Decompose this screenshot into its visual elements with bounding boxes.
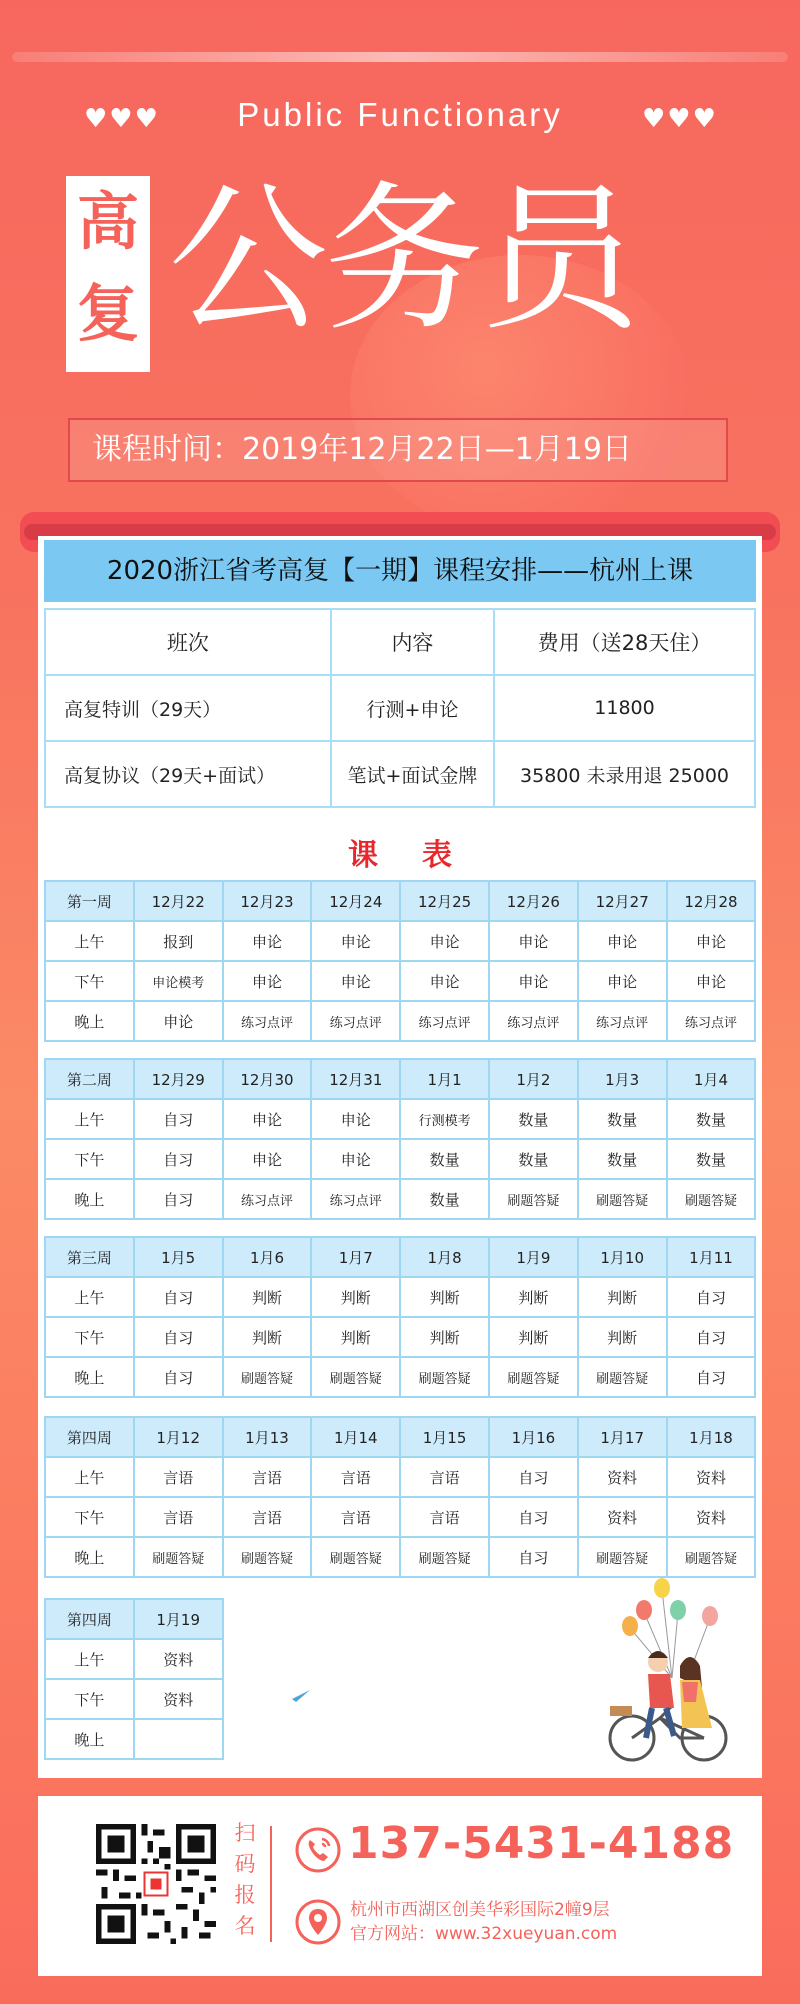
main-title: 公务员 (168, 166, 637, 353)
table-cell: 判断 (489, 1277, 578, 1317)
week-5-table (44, 1598, 224, 1760)
week-header-row (45, 1417, 755, 1457)
table-row (45, 921, 755, 961)
table-cell: 高复特训（29天） (45, 675, 331, 741)
table-cell (134, 1719, 223, 1759)
table-cell: 11800 (494, 675, 755, 741)
top-decor-line (12, 52, 788, 62)
table-row (45, 675, 755, 741)
period-label: 晚上 (45, 1537, 134, 1577)
date-cell: 1月13 (223, 1417, 312, 1457)
table-cell: 刷题答疑 (578, 1357, 667, 1397)
schedule-title: 2020浙江省考高复【一期】课程安排——杭州上课 (44, 540, 756, 602)
week-label: 第四周 (45, 1417, 134, 1457)
date-cell: 1月18 (667, 1417, 756, 1457)
address-block (350, 1898, 617, 1946)
hearts-right-icon: ♥♥♥ (642, 104, 718, 134)
table-row (45, 1719, 223, 1759)
contact-footer (38, 1796, 762, 1976)
table-cell: 自习 (134, 1179, 223, 1219)
table-cell: 申论 (400, 961, 489, 1001)
table-cell: 判断 (489, 1317, 578, 1357)
gaofu-badge (66, 176, 150, 372)
table-cell: 刷题答疑 (223, 1357, 312, 1397)
date-cell: 12月22 (134, 881, 223, 921)
table-cell: 练习点评 (400, 1001, 489, 1041)
table-cell: 自习 (667, 1317, 756, 1357)
week-2-table (44, 1058, 756, 1220)
table-cell: 练习点评 (667, 1001, 756, 1041)
table-cell: 判断 (223, 1277, 312, 1317)
phone-icon (294, 1826, 342, 1874)
badge-char-fu: 复 (76, 277, 139, 350)
period-label: 下午 (45, 1679, 134, 1719)
table-cell: 资料 (578, 1457, 667, 1497)
date-cell: 1月2 (489, 1059, 578, 1099)
table-row (45, 1179, 755, 1219)
period-label: 上午 (45, 1277, 134, 1317)
table-cell: 申论 (311, 921, 400, 961)
table-cell: 言语 (223, 1457, 312, 1497)
period-label: 晚上 (45, 1179, 134, 1219)
table-cell: 数量 (489, 1139, 578, 1179)
paper-plane-icon (282, 1690, 310, 1704)
table-cell: 练习点评 (223, 1001, 312, 1041)
table-cell: 练习点评 (223, 1179, 312, 1219)
table-cell: 自习 (134, 1139, 223, 1179)
date-cell: 1月5 (134, 1237, 223, 1277)
table-cell: 练习点评 (311, 1179, 400, 1219)
table-cell: 资料 (578, 1497, 667, 1537)
table-cell: 申论 (578, 961, 667, 1001)
table-cell: 自习 (489, 1457, 578, 1497)
period-label: 下午 (45, 1139, 134, 1179)
table-cell: 数量 (667, 1099, 756, 1139)
timetable-title: 课表 (348, 838, 496, 873)
date-cell: 12月31 (311, 1059, 400, 1099)
table-cell: 言语 (311, 1457, 400, 1497)
date-cell: 12月24 (311, 881, 400, 921)
qr-code-icon[interactable] (96, 1824, 216, 1944)
week-label: 第一周 (45, 881, 134, 921)
scan-char: 扫 (234, 1821, 256, 1845)
table-cell: 判断 (400, 1277, 489, 1317)
table-cell: 自习 (489, 1537, 578, 1577)
date-cell: 1月14 (311, 1417, 400, 1457)
col-content: 内容 (331, 609, 494, 675)
date-cell: 1月19 (134, 1599, 223, 1639)
table-row (45, 1317, 755, 1357)
schedule-card (38, 536, 762, 1778)
week-3-table (44, 1236, 756, 1398)
table-row (45, 1537, 755, 1577)
badge-char-gao: 高 (76, 185, 139, 258)
table-row (45, 1099, 755, 1139)
table-cell: 判断 (578, 1317, 667, 1357)
address-text: 杭州市西湖区创美华彩国际2幢9层 (350, 1900, 610, 1920)
table-cell: 报到 (134, 921, 223, 961)
table-cell: 申论 (400, 921, 489, 961)
table-cell: 刷题答疑 (489, 1357, 578, 1397)
scan-char: 报 (234, 1883, 256, 1907)
table-row (45, 1277, 755, 1317)
table-cell: 练习点评 (578, 1001, 667, 1041)
location-pin-icon (294, 1898, 342, 1946)
table-cell: 行测模考 (400, 1099, 489, 1139)
table-cell: 自习 (134, 1317, 223, 1357)
table-cell: 申论 (311, 961, 400, 1001)
table-cell: 申论模考 (134, 961, 223, 1001)
date-cell: 1月12 (134, 1417, 223, 1457)
table-cell: 申论 (578, 921, 667, 961)
table-cell: 申论 (223, 1099, 312, 1139)
table-cell: 刷题答疑 (134, 1537, 223, 1577)
date-cell: 1月16 (489, 1417, 578, 1457)
period-label: 上午 (45, 1099, 134, 1139)
divider (270, 1826, 272, 1942)
english-title: Public Functionary (237, 96, 563, 133)
table-cell: 刷题答疑 (578, 1179, 667, 1219)
table-cell: 申论 (489, 961, 578, 1001)
table-cell: 判断 (311, 1317, 400, 1357)
date-cell: 1月9 (489, 1237, 578, 1277)
table-cell: 言语 (400, 1497, 489, 1537)
period-label: 晚上 (45, 1001, 134, 1041)
table-cell: 数量 (578, 1139, 667, 1179)
table-cell: 刷题答疑 (311, 1537, 400, 1577)
table-row (45, 1357, 755, 1397)
table-cell: 行测+申论 (331, 675, 494, 741)
table-cell: 言语 (311, 1497, 400, 1537)
table-row (45, 1139, 755, 1179)
fee-table-header (45, 609, 755, 675)
table-cell: 数量 (578, 1099, 667, 1139)
table-cell: 申论 (489, 921, 578, 961)
table-cell: 刷题答疑 (400, 1537, 489, 1577)
week-1-table (44, 880, 756, 1042)
date-cell: 12月25 (400, 881, 489, 921)
table-cell: 资料 (134, 1679, 223, 1719)
period-label: 下午 (45, 961, 134, 1001)
col-fee: 费用（送28天住） (494, 609, 755, 675)
table-row (45, 1639, 223, 1679)
date-cell: 1月3 (578, 1059, 667, 1099)
week-header-row (45, 881, 755, 921)
date-cell: 1月10 (578, 1237, 667, 1277)
scan-char: 名 (234, 1914, 256, 1938)
table-row (45, 1497, 755, 1537)
table-cell: 自习 (134, 1099, 223, 1139)
period-label: 下午 (45, 1317, 134, 1357)
table-cell: 刷题答疑 (489, 1179, 578, 1219)
period-label: 上午 (45, 1639, 134, 1679)
table-cell: 申论 (134, 1001, 223, 1041)
table-cell: 申论 (667, 921, 756, 961)
table-cell: 资料 (667, 1457, 756, 1497)
table-cell: 自习 (134, 1277, 223, 1317)
week-header-row (45, 1599, 223, 1639)
table-cell: 判断 (311, 1277, 400, 1317)
table-cell: 资料 (667, 1497, 756, 1537)
date-cell: 12月29 (134, 1059, 223, 1099)
week-header-row (45, 1237, 755, 1277)
table-cell: 申论 (311, 1099, 400, 1139)
date-cell: 1月15 (400, 1417, 489, 1457)
table-row (45, 1457, 755, 1497)
date-cell: 12月30 (223, 1059, 312, 1099)
week-label: 第二周 (45, 1059, 134, 1099)
table-cell: 刷题答疑 (578, 1537, 667, 1577)
table-cell: 申论 (223, 961, 312, 1001)
table-cell: 判断 (223, 1317, 312, 1357)
phone-number-link[interactable]: 137-5431-4188 (348, 1818, 735, 1869)
table-cell: 申论 (223, 1139, 312, 1179)
table-cell: 自习 (667, 1357, 756, 1397)
table-cell: 高复协议（29天+面试） (45, 741, 331, 807)
table-cell: 言语 (223, 1497, 312, 1537)
table-cell: 数量 (400, 1139, 489, 1179)
table-row (45, 1001, 755, 1041)
scan-char: 码 (234, 1852, 256, 1876)
hearts-left-icon: ♥♥♥ (84, 104, 160, 134)
table-cell: 自习 (134, 1357, 223, 1397)
week-header-row (45, 1059, 755, 1099)
table-cell: 数量 (400, 1179, 489, 1219)
fee-table (44, 608, 756, 808)
col-class: 班次 (45, 609, 331, 675)
table-cell: 资料 (134, 1639, 223, 1679)
table-row (45, 1679, 223, 1719)
period-label: 上午 (45, 1457, 134, 1497)
table-cell: 申论 (311, 1139, 400, 1179)
couple-bicycle-illustration (600, 1578, 740, 1768)
table-cell: 练习点评 (489, 1001, 578, 1041)
date-cell: 1月11 (667, 1237, 756, 1277)
table-cell: 练习点评 (311, 1001, 400, 1041)
table-cell: 刷题答疑 (667, 1537, 756, 1577)
period-label: 晚上 (45, 1719, 134, 1759)
date-cell: 1月17 (578, 1417, 667, 1457)
table-cell: 言语 (134, 1457, 223, 1497)
table-cell: 刷题答疑 (223, 1537, 312, 1577)
table-cell: 言语 (400, 1457, 489, 1497)
period-label: 晚上 (45, 1357, 134, 1397)
table-cell: 笔试+面试金牌 (331, 741, 494, 807)
table-cell: 申论 (223, 921, 312, 961)
table-cell: 自习 (667, 1277, 756, 1317)
table-row (45, 741, 755, 807)
date-cell: 1月7 (311, 1237, 400, 1277)
week-4-table (44, 1416, 756, 1578)
table-cell: 刷题答疑 (400, 1357, 489, 1397)
website-link[interactable]: 官方网站：www.32xueyuan.com (350, 1924, 618, 1944)
date-cell: 12月28 (667, 881, 756, 921)
table-row (45, 961, 755, 1001)
scan-to-register-label (230, 1818, 260, 1942)
date-cell: 1月6 (223, 1237, 312, 1277)
table-cell: 申论 (667, 961, 756, 1001)
period-label: 下午 (45, 1497, 134, 1537)
table-cell: 35800 未录用退 25000 (494, 741, 755, 807)
date-cell: 12月27 (578, 881, 667, 921)
week-label: 第三周 (45, 1237, 134, 1277)
table-cell: 刷题答疑 (667, 1179, 756, 1219)
date-cell: 1月4 (667, 1059, 756, 1099)
table-cell: 言语 (134, 1497, 223, 1537)
table-cell: 判断 (400, 1317, 489, 1357)
date-cell: 1月1 (400, 1059, 489, 1099)
table-cell: 判断 (578, 1277, 667, 1317)
week-label: 第四周 (45, 1599, 134, 1639)
date-cell: 1月8 (400, 1237, 489, 1277)
course-time: 课程时间：2019年12月22日—1月19日 (68, 418, 728, 482)
period-label: 上午 (45, 921, 134, 961)
table-cell: 数量 (489, 1099, 578, 1139)
table-cell: 数量 (667, 1139, 756, 1179)
table-cell: 刷题答疑 (311, 1357, 400, 1397)
table-cell: 自习 (489, 1497, 578, 1537)
date-cell: 12月26 (489, 881, 578, 921)
date-cell: 12月23 (223, 881, 312, 921)
